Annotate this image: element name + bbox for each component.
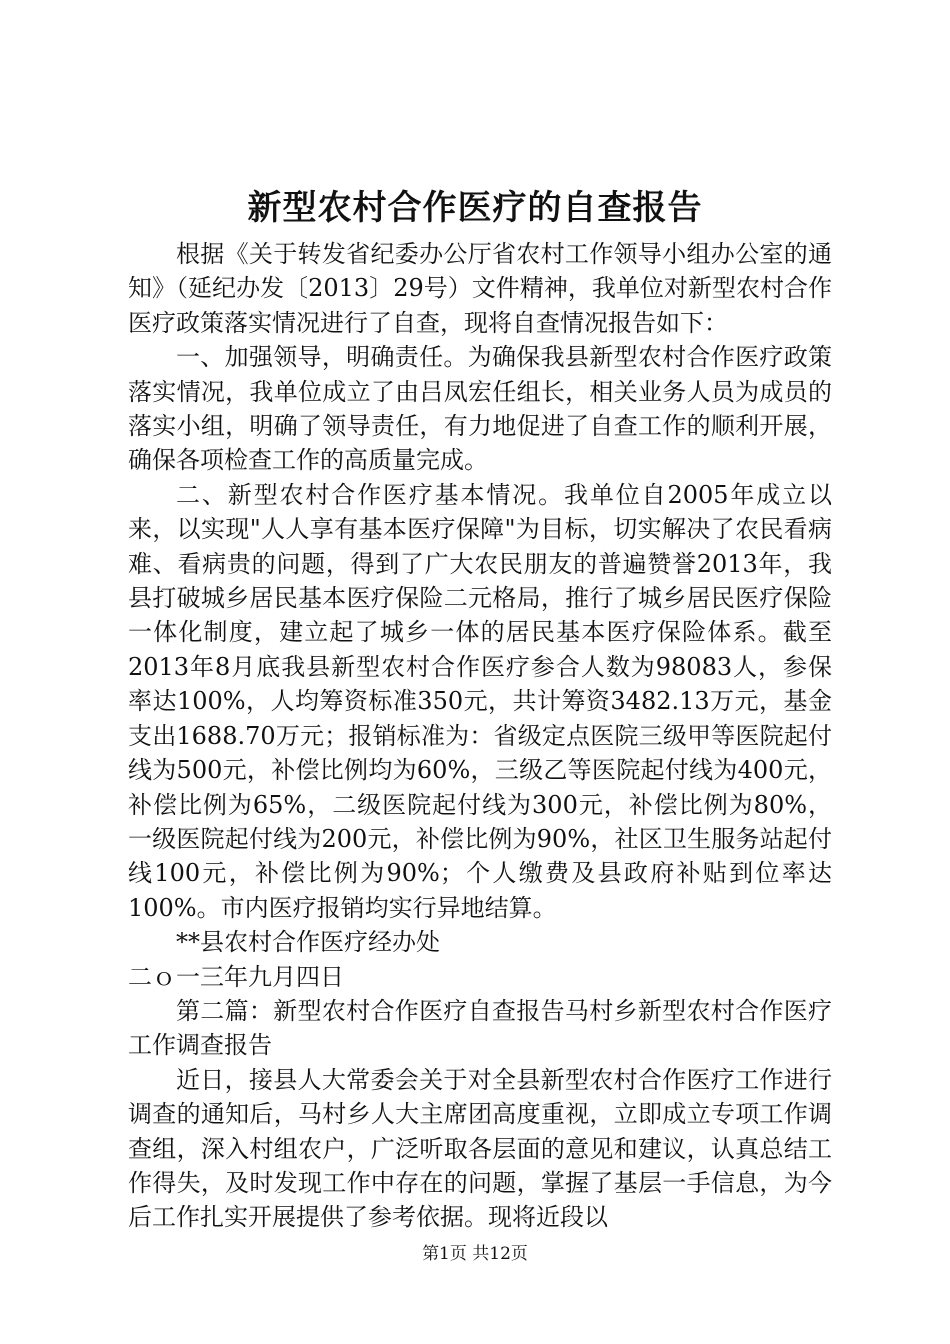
document-body bbox=[128, 237, 832, 1235]
date-line: 二ｏ一三年九月四日 bbox=[128, 962, 344, 991]
signature-line: **县农村合作医疗经办处 bbox=[176, 928, 440, 957]
paragraph-intro: 根据《关于转发省纪委办公厅省农村工作领导小组办公室的通知》（延纪办发〔2013〕29号）文件精神，我单位对新型农村合作医疗政策落实情况进行了自查，现将自查情况报告如下： bbox=[128, 240, 832, 337]
part2-heading: 第二篇：新型农村合作医疗自查报告马村乡新型农村合作医疗工作调查报告 bbox=[128, 996, 832, 1060]
document-title: 新型农村合作医疗的自查报告 bbox=[247, 188, 703, 228]
page-footer: 第1页 共12页 bbox=[422, 1244, 528, 1264]
paragraph-section-1: 一、加强领导，明确责任。为确保我县新型农村合作医疗政策落实情况，我单位成立了由吕凤宏任组长，相关业务人员为成员的落实小组，明确了领导责任，有力地促进了自查工作的顺利开展，确保各项检查工作的高质量完成。 bbox=[128, 343, 832, 475]
paragraph-section-2: 二、新型农村合作医疗基本情况。我单位自2005年成立以来，以实现"人人享有基本医疗保障"为目标，切实解决了农民看病难、看病贵的问题，得到了广大农民朋友的普遍赞誉2013年，我县打破城乡居民基本医疗保险二元格局，推行了城乡居民医疗保险一体化制度，建立起了城乡一体的居民基本医疗保险体系。截至2013年8月底我县新型农村合作医疗参合人数为98083人，参保率达100%，人均筹资标准350元，共计筹资3482.13万元，基金支出1688.70万元；报销标准为：省级定点医院三级甲等医院起付线为500元，补偿比例均为60%，三级乙等医院起付线为400元，补偿比例为65%，二级医院起付线为300元，补偿比例为80%，一级医院起付线为200元，补偿比例为90%，社区卫生服务站起付线100元，补偿比例为90%；个人缴费及县政府补贴到位率达100%。市内医疗报销均实行异地结算。 bbox=[128, 480, 832, 922]
paragraph-part2-intro: 近日，接县人大常委会关于对全县新型农村合作医疗工作进行调查的通知后，马村乡人大主席团高度重视，立即成立专项工作调查组，深入村组农户，广泛听取各层面的意见和建议，认真总结工作得失，及时发现工作中存在的问题，掌握了基层一手信息，为今后工作扎实开展提供了参考依据。现将近段以 bbox=[128, 1065, 832, 1232]
